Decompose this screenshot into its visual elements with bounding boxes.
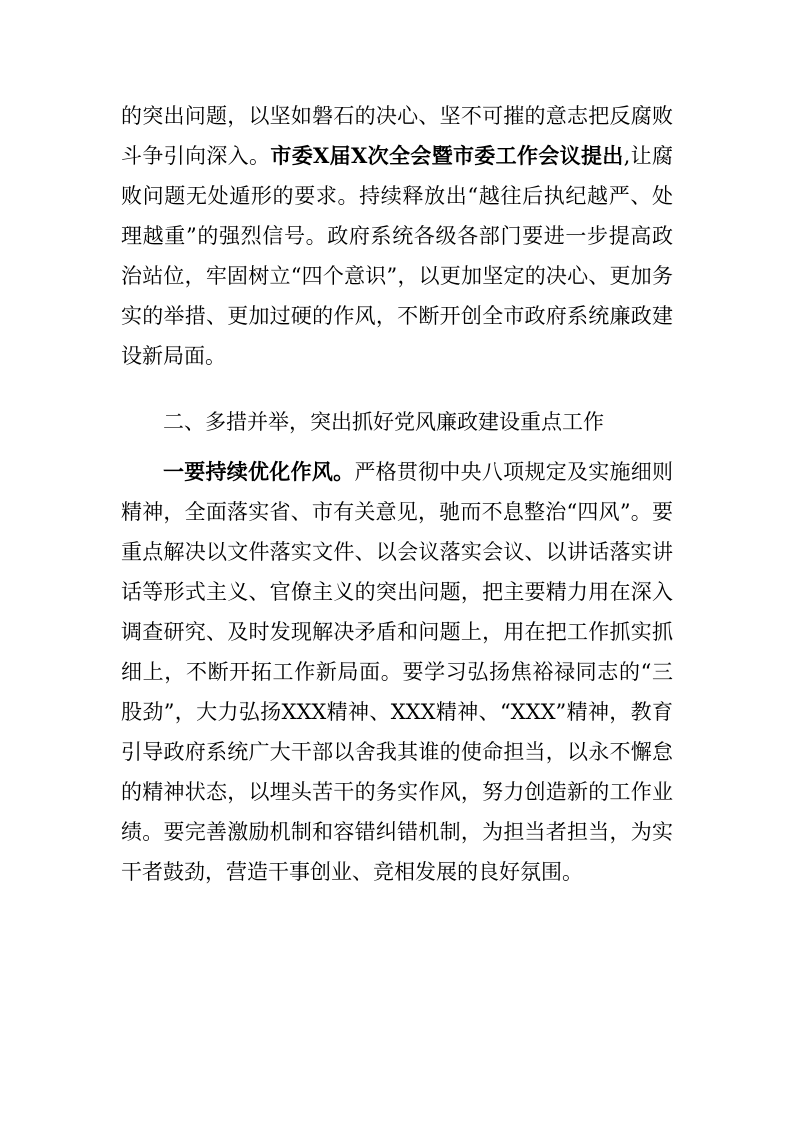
paragraph-1-text-start: 的突出问题，以坚如磐石的决心、坚不可摧的意志把反腐败斗争引向深入。 xyxy=(121,104,673,168)
body-paragraph-continuation xyxy=(121,96,673,376)
paragraph-1-text-end: ,让腐败问题无处遁形的要求。持续释放出“越往后执纪越严、处理越重”的强烈信号。政府系统各级各部门要进一步提高政治站位，牢固树立“四个意识”，以更加坚定的决心、更加务实的举措、更加过硬的作风，不断开创全市政府系统廉政建设新局面。 xyxy=(121,144,674,368)
paragraph-2-lead-phrase: 一要持续优化作风。 xyxy=(163,460,355,484)
paragraph-2-text: 严格贯彻中央八项规定及实施细则精神，全面落实省、市有关意见，驰而不息整治“四风”。要重点解决以文件落实文件、以会议落实会议、以讲话落实讲话等形式主义、官僚主义的突出问题，把主要精力用在深入调查研究、及时发现解决矛盾和问题上，用在把工作抓实抓细上，不断开拓工作新局面。要学习弘扬焦裕禄同志的“三股劲”，大力弘扬XXX精神、XXX精神、“XXX”精神，教育引导政府系统广大干部以舍我其谁的使命担当，以永不懈怠的精神状态，以埋头苦干的务实作风，努力创造新的工作业绩。要完善激励机制和容错纠错机制，为担当者担当，为实干者鼓劲，营造干事创业、竞相发展的良好氛围。 xyxy=(121,460,674,884)
body-paragraph-work-style xyxy=(121,452,673,892)
section-heading: 二、多措并举，突出抓好党风廉政建设重点工作 xyxy=(163,410,604,434)
paragraph-1-bold-phrase: 市委X届X次全会暨市委工作会议提出 xyxy=(270,143,624,168)
